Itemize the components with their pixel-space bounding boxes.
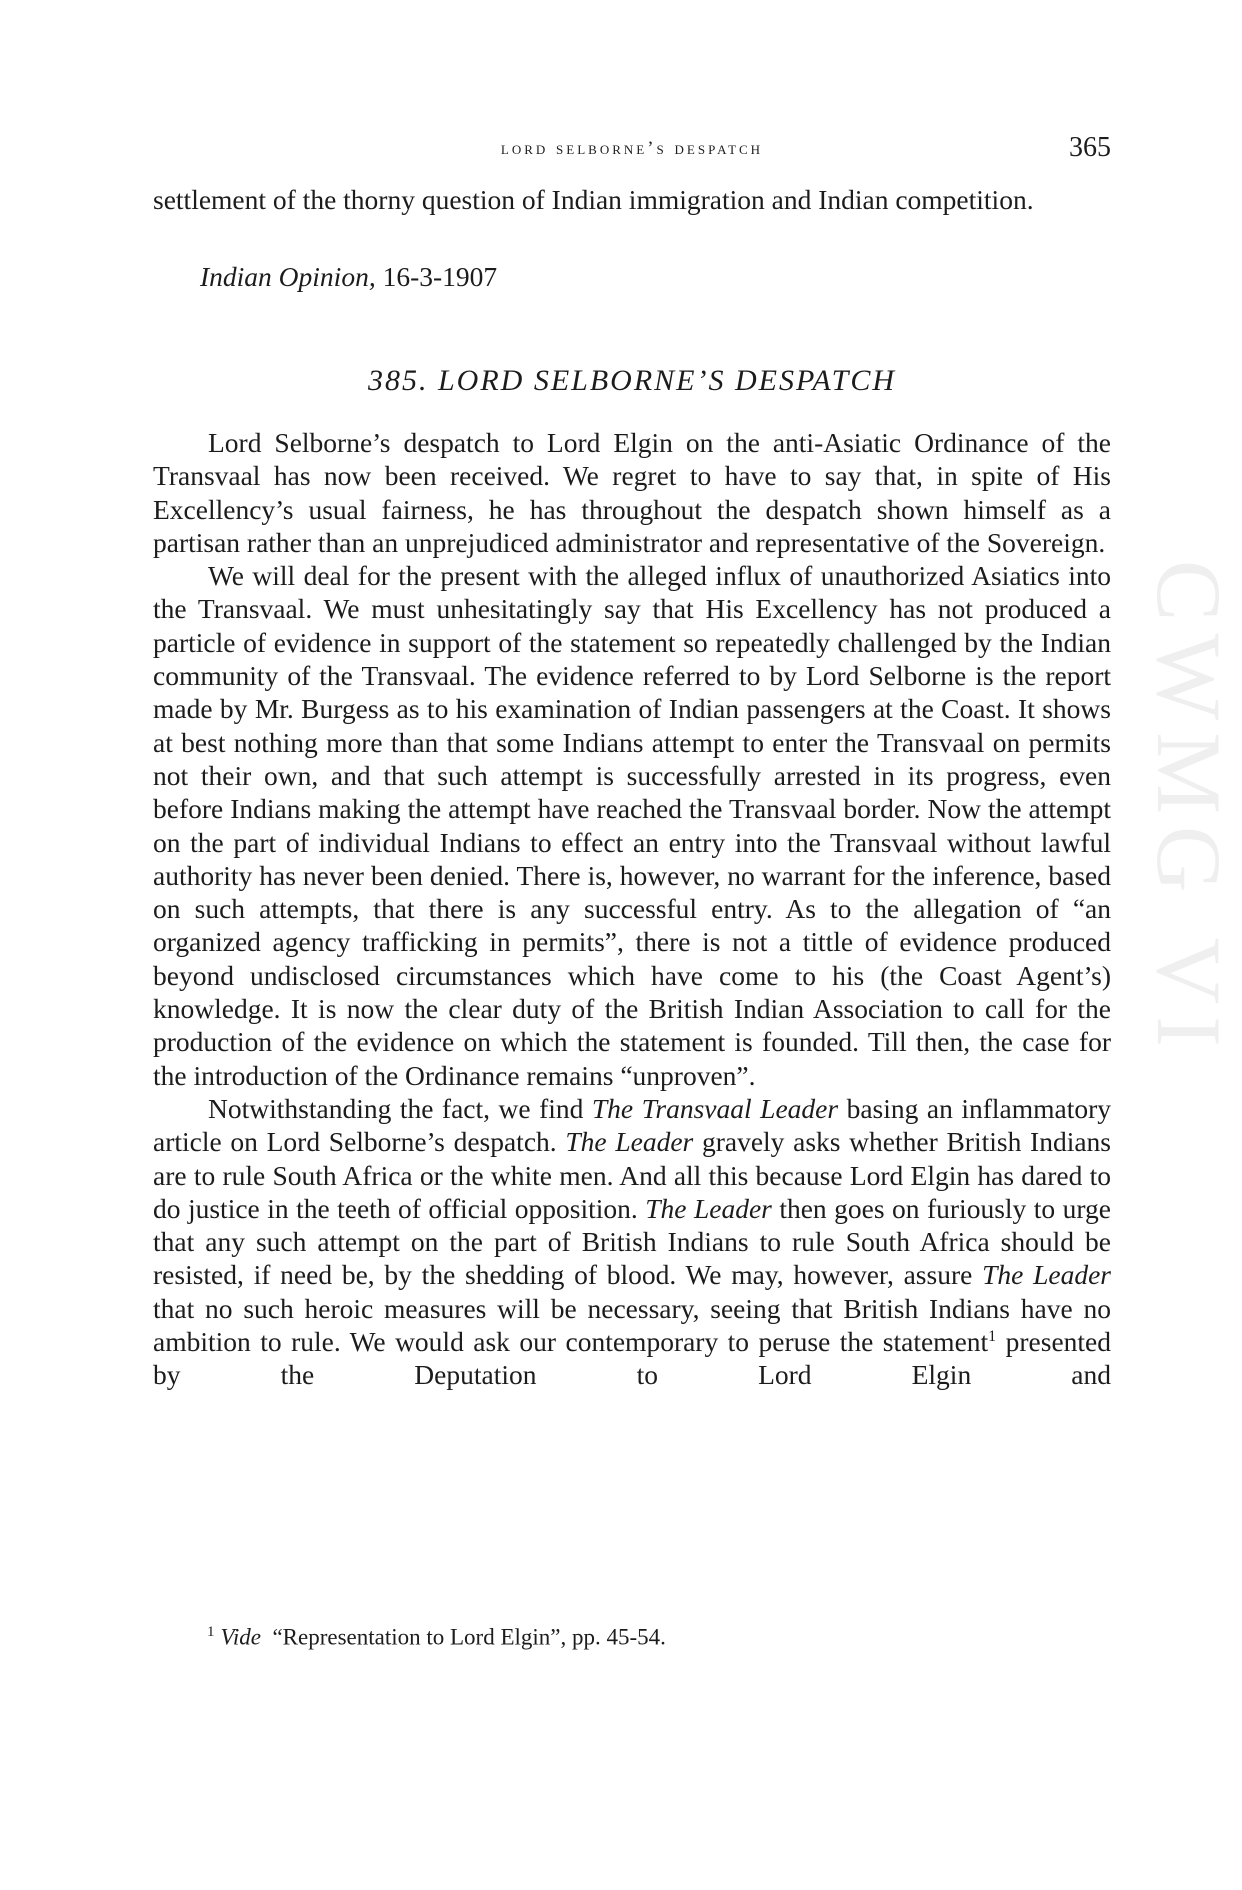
p3-text-1: Notwithstanding the fact, we find <box>208 1092 592 1124</box>
footnote-vide: Vide <box>220 1624 261 1650</box>
footnote-reference[interactable]: 1 <box>988 1327 997 1345</box>
p3-text-3: gravely asks whether British Indians are to rule South Africa or the white men. And all this because Lord Elgin has dared to do justice in the teeth of official opposition. <box>153 1126 1111 1224</box>
p3-italic-2: The Leader <box>565 1126 694 1158</box>
p3-text-5: that no such heroic measures will be necessary, seeing that British Indians have no ambition to rule. We would ask our contemporary to peruse the statement <box>153 1292 1111 1358</box>
source-publication: Indian Opinion, <box>200 261 376 292</box>
p3-text-6: presented by the Deputation to Lord Elgin and <box>153 1326 1111 1391</box>
watermark: CWMG VI <box>1138 560 1240 1059</box>
footnote-text: “Representation to Lord Elgin”, pp. 45-54. <box>272 1624 666 1650</box>
p3-text-4: then goes on furiously to urge that any such attempt on the part of British Indians to rule South Africa should be resisted, if need be, by the shedding of blood. We may, however, assure <box>153 1192 1111 1291</box>
paragraph-1: Lord Selborne’s despatch to Lord Elgin on the anti-Asiatic Ordinance of the Transvaal has now been received. We regret to have to say that, in spite of His Excellency’s usual fairness, he has throughout the despatch shown himself as a partisan rather than an unprejudiced administrator and representative of the Sovereign. <box>153 427 1111 558</box>
running-head-title: lord selborne’s despatch <box>500 138 764 159</box>
page-number: 365 <box>1069 132 1111 163</box>
source-date: 16-3-1907 <box>382 261 498 292</box>
p3-text-2: basing an inflammatory article on Lord Selborne’s despatch. <box>153 1092 1111 1158</box>
p3-italic-4: The Leader <box>982 1259 1111 1291</box>
footnote <box>153 1624 1111 1651</box>
paragraph-2: We will deal for the present with the alleged influx of unauthorized Asiatics into the Transvaal. We must unhesitatingly say that His Excellency has not produced a particle of evidence in support of the statement so repeatedly challenged by the Indian community of the Transvaal. The evidence referred to by Lord Selborne is the report made by Mr. Burgess as to his examination of Indian passengers at the Coast. It shows at best nothing more than that some Indians attempt to enter the Transvaal on permits not their own, and that such attempt is successfully arrested in its progress, even before Indians making the attempt have reached the Transvaal border. Now the attempt on the part of individual Indians to effect an entry into the Transvaal without lawful authority has never been denied. There is, however, no warrant for the inference, based on such attempts, that there is any successful entry. As to the allegation of “an organized agency trafficking in permits”, there is not a tittle of evidence produced beyond undisclosed circumstances which have come to his (the Coast Agent’s) knowledge. It is now the clear duty of the British Indian Association to call for the production of the evidence on which the statement is founded. Till then, the case for the introduction of the Ordinance remains “unproven”. <box>153 560 1111 1091</box>
lead-text: settlement of the thorny question of Indian immigration and Indian competition. <box>153 184 1034 215</box>
p3-italic-3: The Leader <box>645 1192 772 1224</box>
article-heading: 385. LORD SELBORNE’S DESPATCH <box>367 364 896 397</box>
p3-italic-1: The Transvaal Leader <box>591 1092 839 1124</box>
running-head <box>153 132 1111 168</box>
footnote-mark: 1 <box>207 1624 215 1640</box>
lead-paragraph <box>153 183 1111 216</box>
article-body <box>153 426 1111 1392</box>
source-citation <box>200 261 497 293</box>
paragraph-3 <box>153 1092 1111 1392</box>
